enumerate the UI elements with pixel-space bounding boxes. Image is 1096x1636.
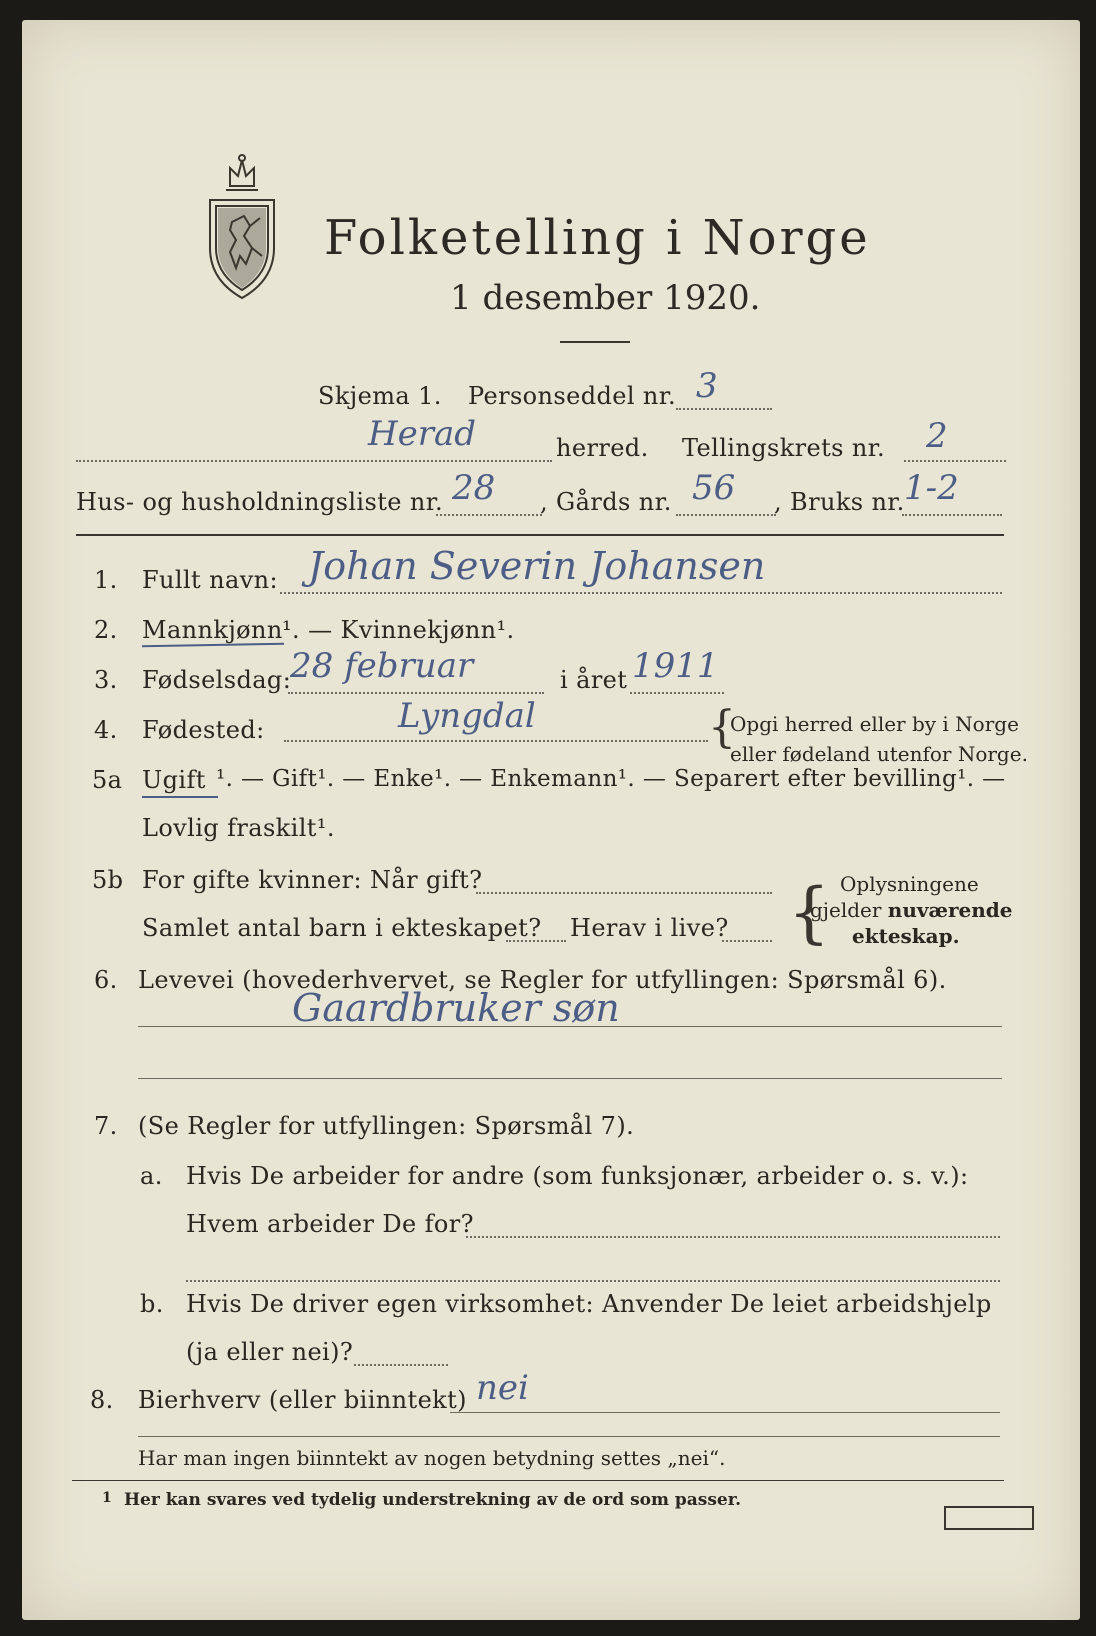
q8-label: Bierhverv (eller biinntekt) (138, 1386, 467, 1414)
footnote-text: Her kan svares ved tydelig understrekning av de ord som passer. (124, 1490, 742, 1510)
q8-line2 (138, 1436, 1000, 1437)
q5a-number: 5a (92, 766, 123, 794)
q5b-number: 5b (92, 866, 124, 894)
birthplace-value[interactable]: Lyngdal (398, 696, 536, 736)
q5a-line2: Lovlig fraskilt¹. (142, 814, 335, 842)
q4-note-line1: Opgi herred eller by i Norge (730, 712, 1019, 736)
q2-number: 2. (94, 616, 118, 644)
tellingskrets-line (904, 460, 1006, 462)
q3-line (288, 692, 544, 694)
bruks-line (902, 514, 1002, 516)
q3-number: 3. (94, 666, 118, 694)
tellingskrets-value[interactable]: 2 (926, 416, 948, 456)
q7-label: (Se Regler for utfyllingen: Spørsmål 7). (138, 1112, 635, 1140)
q6-line2 (138, 1078, 1002, 1079)
q5b-when-married-line (476, 892, 772, 894)
q7a-answer-line2 (186, 1280, 1000, 1282)
personseddel-value[interactable]: 3 (696, 366, 718, 406)
q5b-children-label: Samlet antal barn i ekteskapet? (142, 914, 542, 942)
schema-label: Skjema 1. (318, 382, 442, 410)
header-divider (76, 534, 1004, 536)
q4-number: 4. (94, 716, 118, 744)
bruks-label: , Bruks nr. (774, 488, 905, 516)
footnote-mark: 1 (102, 1490, 112, 1506)
q7a-line1: Hvis De arbeider for andre (som funksjonær, arbeider o. s. v.): (186, 1162, 969, 1190)
title-divider (560, 341, 630, 343)
q7b-line2: (ja eller nei)? (186, 1338, 354, 1366)
herred-value[interactable]: Herad (368, 414, 477, 454)
husliste-line (436, 514, 542, 516)
q5b-alive-label: Herav i live? (570, 914, 729, 942)
q2-options: ¹. — Kvinnekjønn¹. (282, 616, 515, 644)
q5b-note-line3: ekteskap. (852, 924, 960, 948)
q1-label: Fullt navn: (142, 566, 279, 594)
birth-year-value[interactable]: 1911 (632, 646, 719, 686)
husliste-label: Hus- og husholdningsliste nr. (76, 488, 443, 516)
husliste-value[interactable]: 28 (452, 468, 496, 508)
q5a-options: ¹. — Gift¹. — Enke¹. — Enkemann¹. — Separert efter bevilling¹. — (216, 766, 1006, 792)
q7a-letter: a. (140, 1162, 163, 1190)
personseddel-line (676, 408, 772, 410)
unmarried-option[interactable]: Ugift (142, 766, 206, 794)
coat-of-arms-icon (200, 152, 284, 302)
q3-label: Fødselsdag: (142, 666, 292, 694)
q7b-letter: b. (140, 1290, 164, 1318)
q5b-note-line2: gjelder nuværende (810, 898, 1013, 922)
occupation-value[interactable]: Gaardbruker søn (292, 986, 620, 1030)
q5b-brace: { (788, 874, 830, 951)
census-date: 1 desember 1920. (450, 278, 761, 318)
unmarried-underline (142, 796, 218, 798)
q1-number: 1. (94, 566, 118, 594)
footnote-divider (72, 1480, 1004, 1481)
q5b-alive-line (722, 940, 772, 942)
q3-year-label: i året (560, 666, 628, 694)
q4-brace: { (708, 702, 736, 753)
q5b-note-line1: Oplysningene (840, 872, 979, 896)
q8-number: 8. (90, 1386, 114, 1414)
q7b-answer-line (354, 1364, 448, 1366)
q5b-when-married-label: For gifte kvinner: Når gift? (142, 866, 483, 894)
gards-label: , Gårds nr. (540, 488, 672, 516)
footer-note: Har man ingen biinntekt av nogen betydning settes „nei“. (138, 1446, 726, 1470)
herred-label: herred. (556, 434, 649, 462)
q7b-line1: Hvis De driver egen virksomhet: Anvender De leiet arbeidshjelp (186, 1290, 992, 1318)
birthday-value[interactable]: 28 februar (290, 646, 474, 686)
q8-line1 (450, 1412, 1000, 1413)
gards-value[interactable]: 56 (692, 468, 736, 508)
q7a-answer-line1 (466, 1236, 1000, 1238)
q3-year-line (630, 692, 724, 694)
tellingskrets-label: Tellingskrets nr. (682, 434, 886, 462)
q6-number: 6. (94, 966, 118, 994)
census-form (22, 20, 1080, 1620)
q1-line (280, 592, 1002, 594)
herred-line (76, 460, 552, 462)
q6-line1 (138, 1026, 1002, 1027)
male-option[interactable]: Mannkjønn (142, 616, 283, 644)
q4-label: Fødested: (142, 716, 265, 744)
gards-line (676, 514, 776, 516)
q7a-line2: Hvem arbeider De for? (186, 1210, 474, 1238)
q4-note-line2: eller fødeland utenfor Norge. (730, 742, 1028, 766)
q4-line (284, 740, 708, 742)
bruks-value[interactable]: 1-2 (904, 468, 959, 508)
q6-label: Levevei (hovederhvervet, se Regler for utfyllingen: Spørsmål 6). (138, 966, 947, 994)
full-name-value[interactable]: Johan Severin Johansen (308, 544, 766, 588)
printer-stamp (944, 1506, 1034, 1530)
q5b-children-line (506, 940, 566, 942)
personseddel-label: Personseddel nr. (468, 382, 677, 410)
q7-number: 7. (94, 1112, 118, 1140)
form-title: Folketelling i Norge (324, 210, 871, 266)
side-income-value[interactable]: nei (476, 1368, 529, 1408)
